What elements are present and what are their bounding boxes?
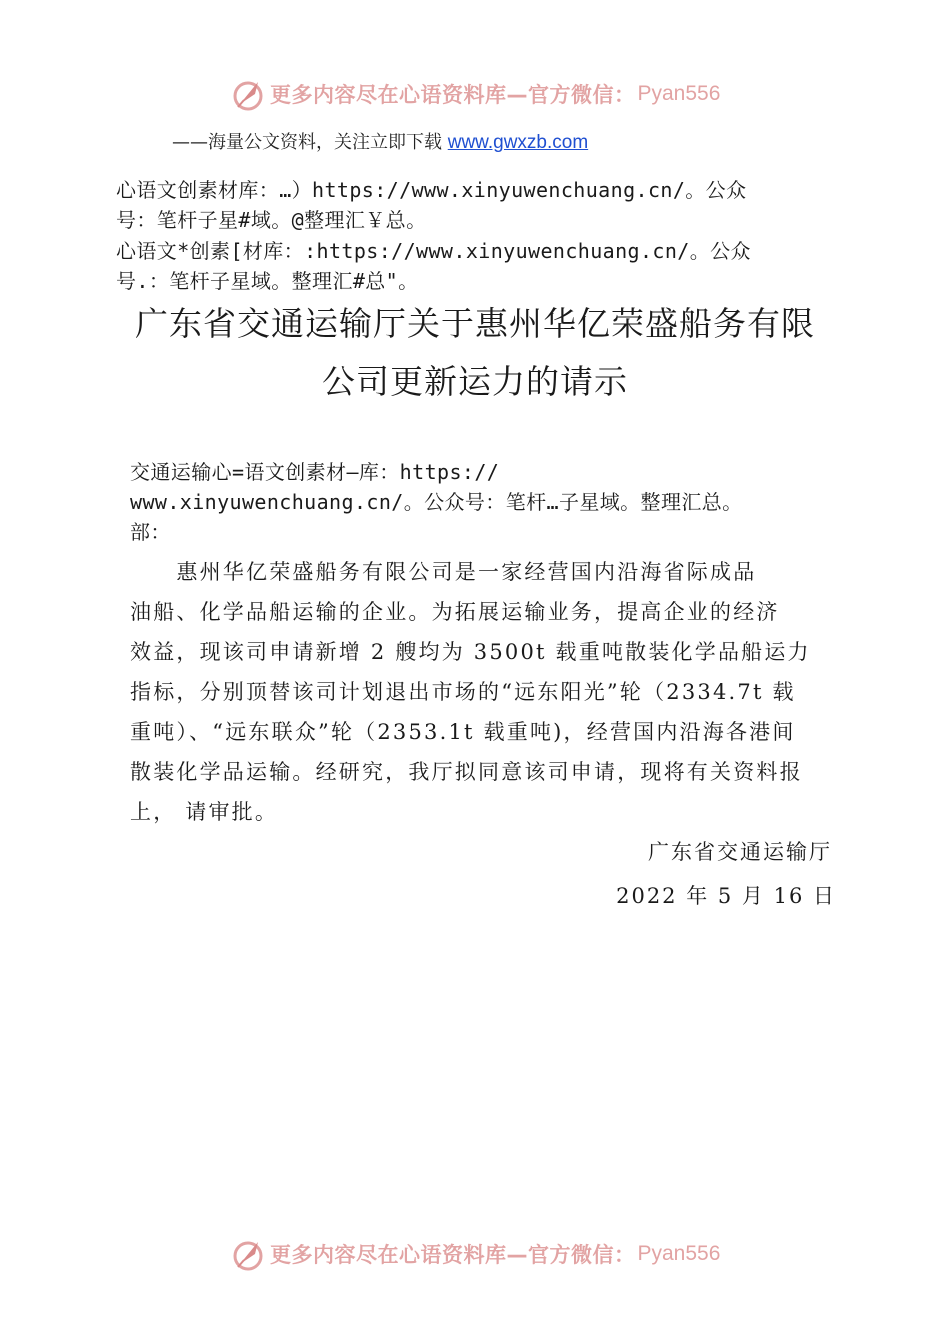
document-title-line-1: 广东省交通运输厅关于惠州华亿荣盛船务有限 [135, 304, 815, 343]
banner-wechat-id: Pyan556 [637, 82, 721, 105]
body-line: 效益，现该司申请新增 2 艘均为 3500t 载重吨散装化学品船运力 [130, 640, 811, 664]
quill-logo-icon [228, 1234, 268, 1274]
sub-banner-text: ——海量公文资料，关注立即下载 [172, 132, 448, 153]
quill-logo-icon [228, 74, 268, 114]
banner-wechat-id: Pyan556 [637, 1242, 721, 1265]
body-line: 惠州华亿荣盛船务有限公司是一家经营国内沿海省际成品 [130, 560, 757, 584]
body-line: 散装化学品运输。经研究，我厅拟同意该司申请，现将有关资料报 [130, 760, 803, 784]
watermark-line: 心语文创素材库：…）https://www.xinyuwenchuang.cn/。公众 [116, 178, 747, 202]
download-link[interactable]: www.gwxzb.com [447, 132, 589, 153]
addressee-line: 交通运输心=语文创素材—库：https:// [130, 460, 500, 484]
body-line: 指标，分别顶替该司计划退出市场的“远东阳光”轮（2334.7t 载 [130, 680, 796, 704]
watermark-line: 心语文*创素[材库：:https://www.xinyuwenchuang.cn/。公众 [116, 239, 751, 263]
top-banner [0, 72, 950, 116]
signature-org: 广东省交通运输厅 [648, 840, 832, 864]
signature-date: 2022 年 5 月 16 日 [616, 884, 836, 908]
sub-banner [172, 128, 588, 154]
addressee-line: www.xinyuwenchuang.cn/。公众号：笔杆…子星域。整理汇总。 [130, 490, 743, 514]
watermark-line: 号.：笔杆子星域。整理汇#总"。 [116, 269, 419, 293]
banner-text: 更多内容尽在心语资料库—官方微信： [270, 1243, 636, 1267]
document-title-line-2: 公司更新运力的请示 [322, 362, 628, 401]
body-line: 上， 请审批。 [130, 800, 279, 824]
bottom-banner [0, 1232, 950, 1276]
banner-text: 更多内容尽在心语资料库—官方微信： [270, 83, 636, 107]
addressee-line: 部： [130, 520, 171, 544]
body-line: 重吨）、“远东联众”轮（2353.1t 载重吨)，经营国内沿海各港间 [130, 720, 796, 744]
body-line: 油船、化学品船运输的企业。为拓展运输业务，提高企业的经济 [130, 600, 780, 624]
watermark-line: 号：笔杆子星#域。@整理汇￥总。 [116, 208, 427, 232]
